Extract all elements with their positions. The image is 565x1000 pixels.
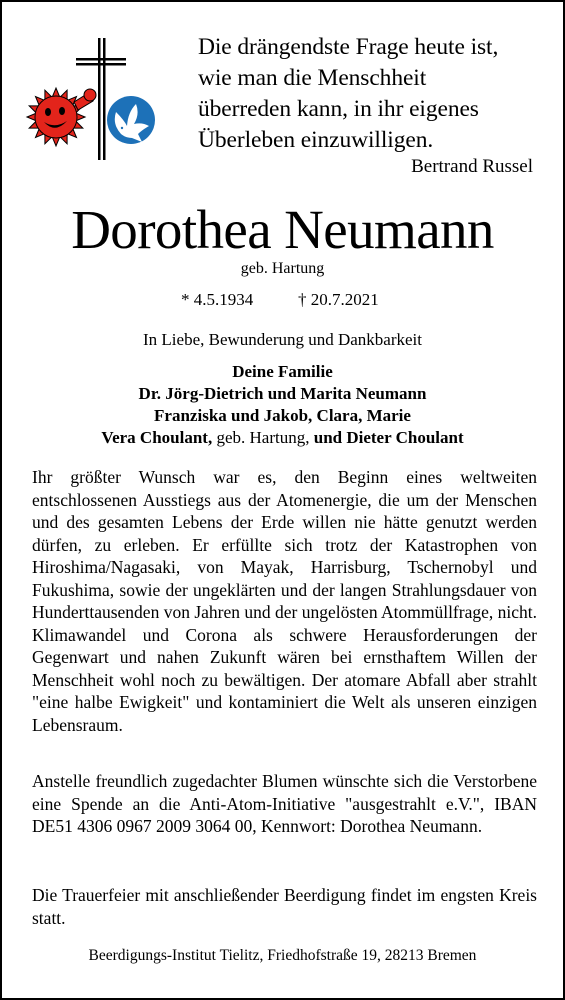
mourner-line: Dr. Jörg-Dietrich und Marita Neumann xyxy=(138,384,427,403)
funeral-home: Beerdigungs-Institut Tielitz, Friedhofstraße 19, 28213 Bremen xyxy=(88,947,477,964)
quote-line: Überleben einzuwilligen. xyxy=(198,127,434,153)
birth-date: * 4.5.1934 xyxy=(181,290,254,309)
quote-line: überreden kann, in ihr eigenes xyxy=(198,96,479,122)
quote-line: Die drängendste Frage heute ist, xyxy=(198,34,499,60)
death-date: † 20.7.2021 xyxy=(298,290,379,309)
mourner-line xyxy=(2,427,563,449)
paragraph-wish: Ihr größter Wunsch war es, den Beginn eines weltweiten entschlossenen Ausstiegs aus der Atomenergie, die um der Menschen und des gesamten Lebens der Erde willen nie hätte genutzt werden dürfen, zu erleben. Er erfüllte sich trotz der Katastrophen von Hiroshima/Nagasaki, von Mayak, Harrisburg, Tschernobyl und Fukushima, sowie der ungeklärten und der langen Strahlungsdauer von Hunderttausenden von Jahren und der ungelösten Atommüllfrage, nicht. Klimawandel und Corona als schwere Herausforderungen der Gegenwart und nahen Zukunft wären bei ernsthaftem Willen der Menschheit wohl noch zu bewältigen. Der atomare Abfall aber strahlt "eine halbe Ewigkeit" und kontaminiert die Welt als unseren einzigen Lebensraum. xyxy=(32,467,537,735)
mourner-name: Vera Choulant, xyxy=(101,428,213,447)
emblem-group xyxy=(24,38,164,168)
paragraph-funeral: Die Trauerfeier mit anschließender Beerdigung findet im engsten Kreis statt. xyxy=(32,885,537,928)
mourner-name: und Dieter Choulant xyxy=(313,428,464,447)
maiden-name: geb. Hartung xyxy=(240,260,325,277)
deceased-name: Dorothea Neumann xyxy=(71,199,494,260)
dedication: In Liebe, Bewunderung und Dankbarkeit xyxy=(143,330,422,349)
quote-line: wie man die Menschheit xyxy=(198,65,427,91)
dove-icon xyxy=(107,96,155,144)
paragraph-donation: Anstelle freundlich zugedachter Blumen wünschte sich die Verstorbene eine Spende an die Anti-Atom-Initiative "ausgestrahlt e.V.", IBAN DE51 4306 0967 2009 3064 00, Kennwort: Dorothea Neumann. xyxy=(32,771,537,836)
mourner-maiden-name: geb. Hartung, xyxy=(212,428,314,447)
mourner-line: Franziska und Jakob, Clara, Marie xyxy=(154,406,411,425)
quote-author: Bertrand Russel xyxy=(411,156,533,177)
mourners-list xyxy=(2,361,563,449)
smiling-sun-icon xyxy=(27,88,96,146)
mourner-line: Deine Familie xyxy=(232,362,333,381)
quote xyxy=(198,32,548,156)
